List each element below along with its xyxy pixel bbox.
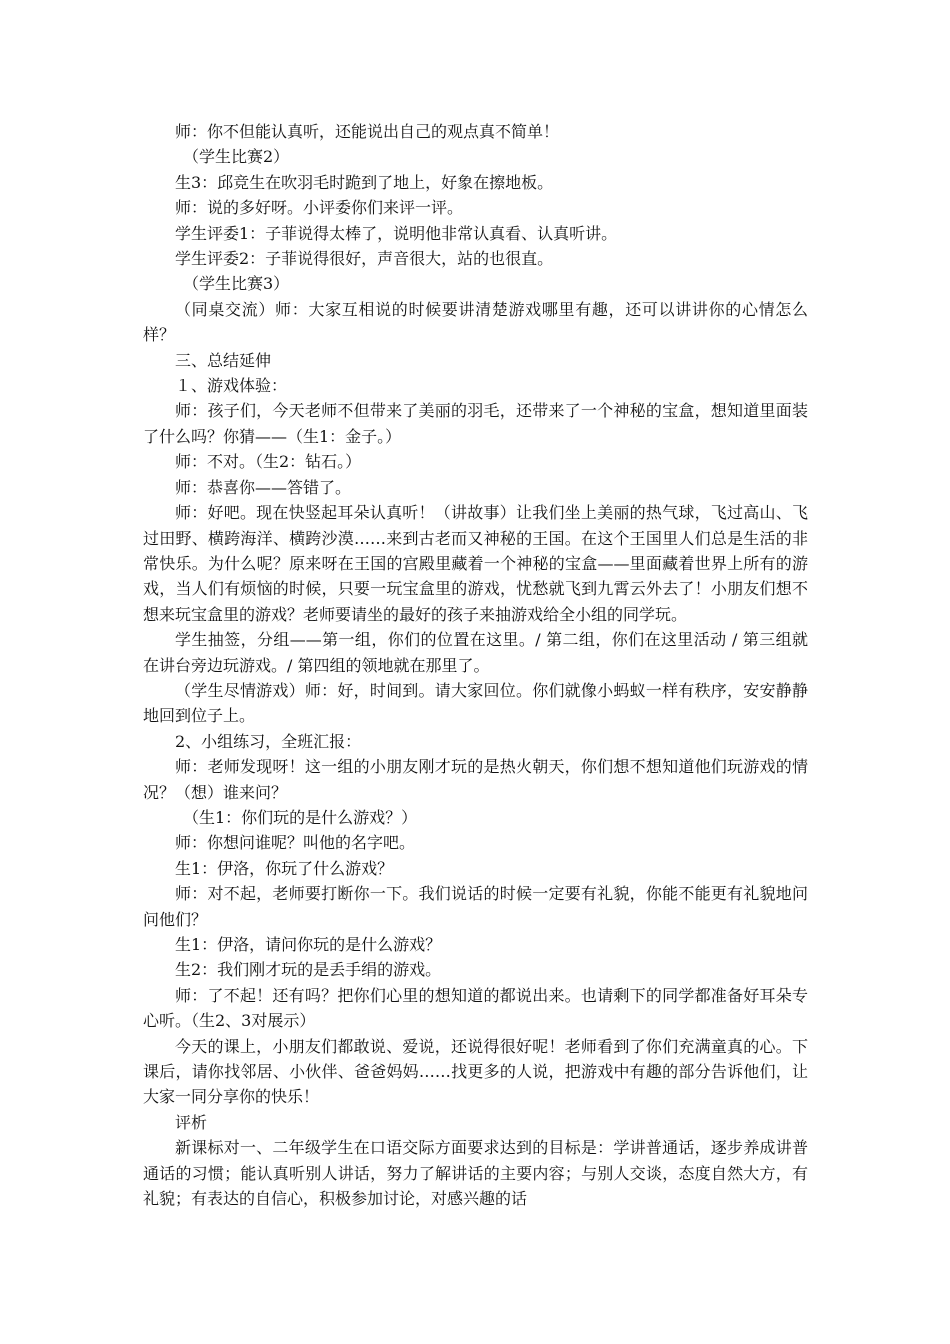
paragraph: 学生评委1：子菲说得太棒了，说明他非常认真看、认真听讲。 [175,223,618,243]
paragraph: 师：孩子们，今天老师不但带来了美丽的羽毛，还带来了一个神秘的宝盒，想知道里面装了什么吗？你猜——（生1：金子。） [143,401,808,446]
paragraph: 新课标对一、二年级学生在口语交际方面要求达到的目标是：学讲普通话，逐步养成讲普通话的习惯；能认真听别人讲话，努力了解讲话的主要内容；与别人交谈，态度自然大方，有礼貌；有表达的自信心，积极参加讨论，对感兴趣的话 [143,1138,808,1209]
document-body [143,119,808,1211]
paragraph: 师：了不起！还有吗？把你们心里的想知道的都说出来。也请剩下的同学都准备好耳朵专心听。（生2、3对展示） [143,985,808,1031]
paragraph: 师：恭喜你——答错了。 [175,477,352,497]
paragraph: （学生比赛3） [183,274,290,294]
paragraph: 师：你不但能认真听，还能说出自己的观点真不简单！ [175,122,560,141]
section-heading: 三、总结延伸 [175,350,272,370]
paragraph: 师：老师发现呀！这一组的小朋友刚才玩的是热火朝天，你们想不想知道他们玩游戏的情况？（想）谁来问？ [143,757,808,802]
paragraph: （生1：你们玩的是什么游戏？） [183,807,418,827]
paragraph: 师：说的多好呀。小评委你们来评一评。 [175,198,464,218]
paragraph: 生1：伊洛，你玩了什么游戏？ [175,858,394,878]
paragraph: （学生比赛2） [183,147,290,167]
section-heading: 评析 [175,1112,208,1132]
subsection-heading: 2、小组练习，全班汇报： [175,731,362,751]
paragraph: 师：好吧。现在快竖起耳朵认真听！（讲故事）让我们坐上美丽的热气球，飞过高山、飞过田野、横跨海洋、横跨沙漠……来到古老而又神秘的王国。在这个王国里人们总是生活的非常快乐。为什么呢？原来呀在王国的宫殿里藏着一个神秘的宝盒——里面藏着世界上所有的游戏，当人们有烦恼的时候，只要一玩宝盒里的游戏，忧愁就飞到九霄云外去了！小朋友们想不想来玩宝盒里的游戏？老师要请坐的最好的孩子来抽游戏给全小组的同学玩。 [143,503,808,624]
paragraph: （学生尽情游戏）师：好，时间到。请大家回位。你们就像小蚂蚁一样有秩序，安安静静地回到位子上。 [143,680,808,726]
paragraph: 学生抽签，分组——第一组，你们的位置在这里。/ 第二组，你们在这里活动 / 第三组就在讲台旁边玩游戏。/ 第四组的领地就在那里了。 [143,630,808,675]
paragraph: 生2：我们刚才玩的是丢手绢的游戏。 [175,960,442,980]
paragraph: 学生评委2：子菲说得很好，声音很大，站的也很直。 [175,249,554,269]
paragraph: 今天的课上，小朋友们都敢说、爱说，还说得很好呢！老师看到了你们充满童真的心。下课后，请你找邻居、小伙伴、爸爸妈妈……找更多的人说，把游戏中有趣的部分告诉他们，让大家一同分享你的快乐！ [143,1036,808,1107]
paragraph: 生3：邱竞生在吹羽毛时跪到了地上，好象在擦地板。 [175,172,554,192]
subsection-heading: １、游戏体验： [175,376,288,396]
paragraph: 师：不对。（生2：钻石。） [175,452,362,472]
paragraph: 师：你想问谁呢？叫他的名字吧。 [175,833,416,853]
paragraph: 师：对不起，老师要打断你一下。我们说话的时候一定要有礼貌，你能不能更有礼貌地问问他们？ [143,884,808,929]
paragraph: （同桌交流）师：大家互相说的时候要讲清楚游戏哪里有趣，还可以讲讲你的心情怎么样？ [143,299,808,345]
paragraph: 生1：伊洛，请问你玩的是什么游戏？ [175,935,442,954]
